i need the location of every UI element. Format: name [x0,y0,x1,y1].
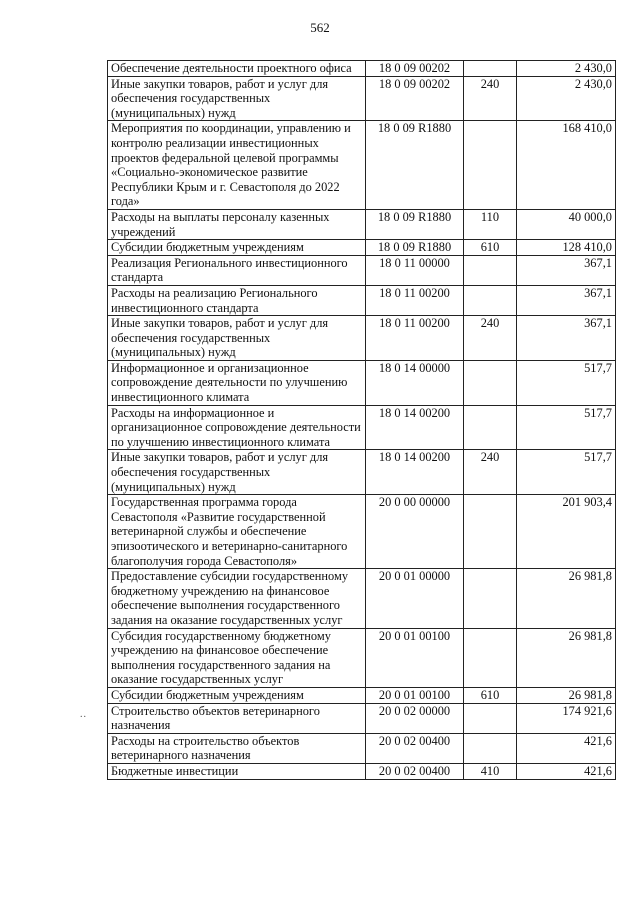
row-amount-cell: 421,6 [517,733,616,763]
table-row [108,121,616,210]
row-type-cell: 410 [464,763,517,779]
row-code-cell: 18 0 14 00200 [366,405,464,450]
table-row [108,687,616,703]
row-name-cell: Государственная программа города Севастополя «Развитие государственной ветеринарной службы и обеспечение эпизоотического и ветеринарно-санитарного благополучия города Севастополя» [108,495,366,569]
row-code-cell: 18 0 14 00000 [366,360,464,405]
row-name-cell: Реализация Регионального инвестиционного стандарта [108,255,366,285]
row-amount-cell: 421,6 [517,763,616,779]
row-name-cell: Субсидия государственному бюджетному учреждению на финансовое обеспечение выполнения государственного задания на оказание государственных услуг [108,628,366,687]
row-amount-cell: 517,7 [517,405,616,450]
table-row [108,405,616,450]
table-row [108,76,616,121]
row-name-cell: Иные закупки товаров, работ и услуг для обеспечения государственных (муниципальных) нужд [108,76,366,121]
row-type-cell: 240 [464,450,517,495]
row-name-cell: Иные закупки товаров, работ и услуг для обеспечения государственных (муниципальных) нужд [108,316,366,361]
table-row [108,450,616,495]
row-amount-cell: 2 430,0 [517,76,616,121]
row-amount-cell: 367,1 [517,316,616,361]
row-type-cell [464,628,517,687]
row-amount-cell: 517,7 [517,450,616,495]
table-row [108,733,616,763]
row-code-cell: 18 0 09 R1880 [366,240,464,256]
row-type-cell [464,733,517,763]
row-code-cell: 18 0 11 00000 [366,255,464,285]
row-code-cell: 20 0 00 00000 [366,495,464,569]
row-code-cell: 18 0 09 00202 [366,76,464,121]
row-amount-cell: 174 921,6 [517,703,616,733]
row-type-cell: 110 [464,209,517,239]
row-amount-cell: 26 981,8 [517,569,616,628]
row-amount-cell: 128 410,0 [517,240,616,256]
table-row [108,703,616,733]
row-amount-cell: 26 981,8 [517,628,616,687]
table-row [108,495,616,569]
row-name-cell: Бюджетные инвестиции [108,763,366,779]
row-code-cell: 20 0 02 00400 [366,763,464,779]
row-type-cell [464,61,517,77]
row-code-cell: 20 0 01 00000 [366,569,464,628]
row-name-cell: Иные закупки товаров, работ и услуг для обеспечения государственных (муниципальных) нужд [108,450,366,495]
row-type-cell: 610 [464,687,517,703]
table-row [108,240,616,256]
row-name-cell: Строительство объектов ветеринарного назначения [108,703,366,733]
row-code-cell: 18 0 11 00200 [366,285,464,315]
row-name-cell: Расходы на реализацию Регионального инвестиционного стандарта [108,285,366,315]
table-row [108,316,616,361]
row-code-cell: 18 0 09 R1880 [366,121,464,210]
row-amount-cell: 26 981,8 [517,687,616,703]
row-name-cell: Мероприятия по координации, управлению и контролю реализации инвестиционных проектов федеральной целевой программы «Социально-экономическое развитие Республики Крым и г. Севастополя до 2022 года» [108,121,366,210]
row-amount-cell: 517,7 [517,360,616,405]
row-amount-cell: 201 903,4 [517,495,616,569]
row-amount-cell: 367,1 [517,255,616,285]
row-name-cell: Расходы на выплаты персоналу казенных учреждений [108,209,366,239]
row-type-cell [464,405,517,450]
page-number: 562 [310,20,330,35]
row-code-cell: 18 0 14 00200 [366,450,464,495]
row-type-cell: 610 [464,240,517,256]
budget-table-body [108,61,616,780]
table-row [108,628,616,687]
row-type-cell [464,255,517,285]
row-code-cell: 20 0 01 00100 [366,628,464,687]
row-name-cell: Обеспечение деятельности проектного офиса [108,61,366,77]
row-type-cell [464,569,517,628]
row-type-cell [464,703,517,733]
row-amount-cell: 2 430,0 [517,61,616,77]
table-row [108,255,616,285]
row-name-cell: Предоставление субсидии государственному бюджетному учреждению на финансовое обеспечение выполнения государственного задания на оказание государственных услуг [108,569,366,628]
table-row [108,360,616,405]
margin-mark: .. [80,709,87,720]
table-row [108,569,616,628]
table-row [108,763,616,779]
row-name-cell: Расходы на информационное и организационное сопровождение деятельности по улучшению инвестиционного климата [108,405,366,450]
row-amount-cell: 40 000,0 [517,209,616,239]
row-code-cell: 20 0 02 00000 [366,703,464,733]
row-amount-cell: 168 410,0 [517,121,616,210]
row-name-cell: Расходы на строительство объектов ветеринарного назначения [108,733,366,763]
table-row [108,61,616,77]
row-name-cell: Информационное и организационное сопровождение деятельности по улучшению инвестиционного климата [108,360,366,405]
budget-table [107,60,616,780]
row-type-cell [464,285,517,315]
row-type-cell [464,495,517,569]
row-code-cell: 18 0 11 00200 [366,316,464,361]
row-code-cell: 18 0 09 00202 [366,61,464,77]
row-amount-cell: 367,1 [517,285,616,315]
table-row [108,285,616,315]
row-type-cell [464,121,517,210]
row-code-cell: 20 0 02 00400 [366,733,464,763]
row-type-cell [464,360,517,405]
table-row [108,209,616,239]
row-code-cell: 18 0 09 R1880 [366,209,464,239]
row-type-cell: 240 [464,76,517,121]
row-code-cell: 20 0 01 00100 [366,687,464,703]
row-type-cell: 240 [464,316,517,361]
row-name-cell: Субсидии бюджетным учреждениям [108,240,366,256]
row-name-cell: Субсидии бюджетным учреждениям [108,687,366,703]
